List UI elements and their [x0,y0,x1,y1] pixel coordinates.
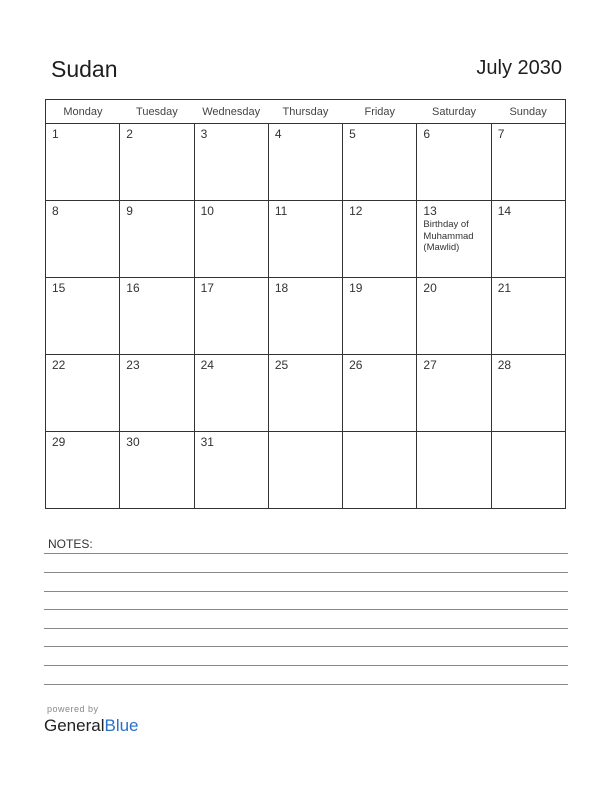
day-cell [343,201,417,278]
day-cell [417,432,491,509]
day-number: 26 [349,358,363,372]
day-cell [417,124,491,201]
day-cell [491,201,565,278]
day-number: 24 [200,358,214,372]
day-number: 7 [497,127,505,141]
notes-line [44,609,568,610]
day-cell [120,432,194,509]
notes-line [44,646,568,647]
holiday-label: Birthday of Muhammad (Mawlid) [423,219,474,253]
day-number: 15 [52,281,66,295]
day-cell [491,278,565,355]
calendar-month-title: July 2030 [476,57,562,79]
day-cell [46,355,120,432]
day-cell [120,124,194,201]
day-cell [268,432,342,509]
day-cell [268,278,342,355]
day-number: 27 [423,358,437,372]
notes-line [44,572,568,573]
weekday-header: Friday [343,100,417,124]
day-number: 3 [200,127,208,141]
day-number: 1 [52,127,59,141]
generalblue-logo [44,716,139,736]
weekday-header: Wednesday [194,100,268,124]
day-cell [491,432,565,509]
day-number: 14 [497,204,512,218]
brand-blue: Blue [104,716,139,735]
weekday-header: Sunday [491,100,565,124]
day-cell [268,124,342,201]
week-row [46,355,566,432]
weekday-header: Thursday [268,100,342,124]
day-cell [46,201,120,278]
day-number: 12 [349,204,363,218]
day-cell [194,278,268,355]
day-cell [120,278,194,355]
calendar-grid [45,99,566,509]
day-cell [120,201,194,278]
day-number: 11 [274,204,288,218]
day-number: 13 [423,204,437,218]
day-number: 22 [52,358,66,372]
day-number: 30 [126,435,140,449]
day-cell [268,201,342,278]
notes-label: NOTES: [48,537,93,551]
day-number: 5 [349,127,356,141]
day-number: 18 [274,281,289,295]
day-cell [194,201,268,278]
day-cell [417,201,491,278]
day-cell [46,124,120,201]
week-row [46,201,566,278]
day-cell [491,124,565,201]
notes-line [44,684,568,685]
day-cell [194,432,268,509]
day-number: 25 [274,358,289,372]
day-number: 16 [126,281,140,295]
day-number: 21 [497,281,512,295]
week-row [46,432,566,509]
day-number: 31 [200,435,214,449]
day-number: 4 [274,127,282,141]
notes-line [44,553,568,554]
weekday-header-row [46,100,566,124]
day-cell [194,355,268,432]
day-number: 29 [52,435,66,449]
brand-general: General [44,716,105,735]
day-number: 23 [126,358,140,372]
day-number: 6 [423,127,431,141]
day-number: 28 [497,358,512,372]
day-cell [343,432,417,509]
day-number: 10 [200,204,214,218]
day-number: 17 [200,281,214,295]
calendar-country-title: Sudan [51,56,118,82]
day-number: 19 [349,281,363,295]
notes-line [44,591,568,592]
day-cell [46,278,120,355]
day-cell [120,355,194,432]
notes-line [44,665,568,666]
day-cell [343,124,417,201]
day-number: 8 [52,204,59,218]
weekday-header: Saturday [417,100,491,124]
day-cell [417,278,491,355]
week-row [46,124,566,201]
notes-line [44,628,568,629]
week-row [46,278,566,355]
day-cell [194,124,268,201]
day-cell [491,355,565,432]
day-number: 20 [423,281,437,295]
day-cell [268,355,342,432]
weekday-header: Monday [46,100,120,124]
day-cell [46,432,120,509]
day-number: 2 [126,127,133,141]
day-number: 9 [126,204,133,218]
weekday-header: Tuesday [120,100,194,124]
day-cell [343,355,417,432]
day-cell [343,278,417,355]
powered-by-text: powered by [47,704,99,714]
day-cell [417,355,491,432]
